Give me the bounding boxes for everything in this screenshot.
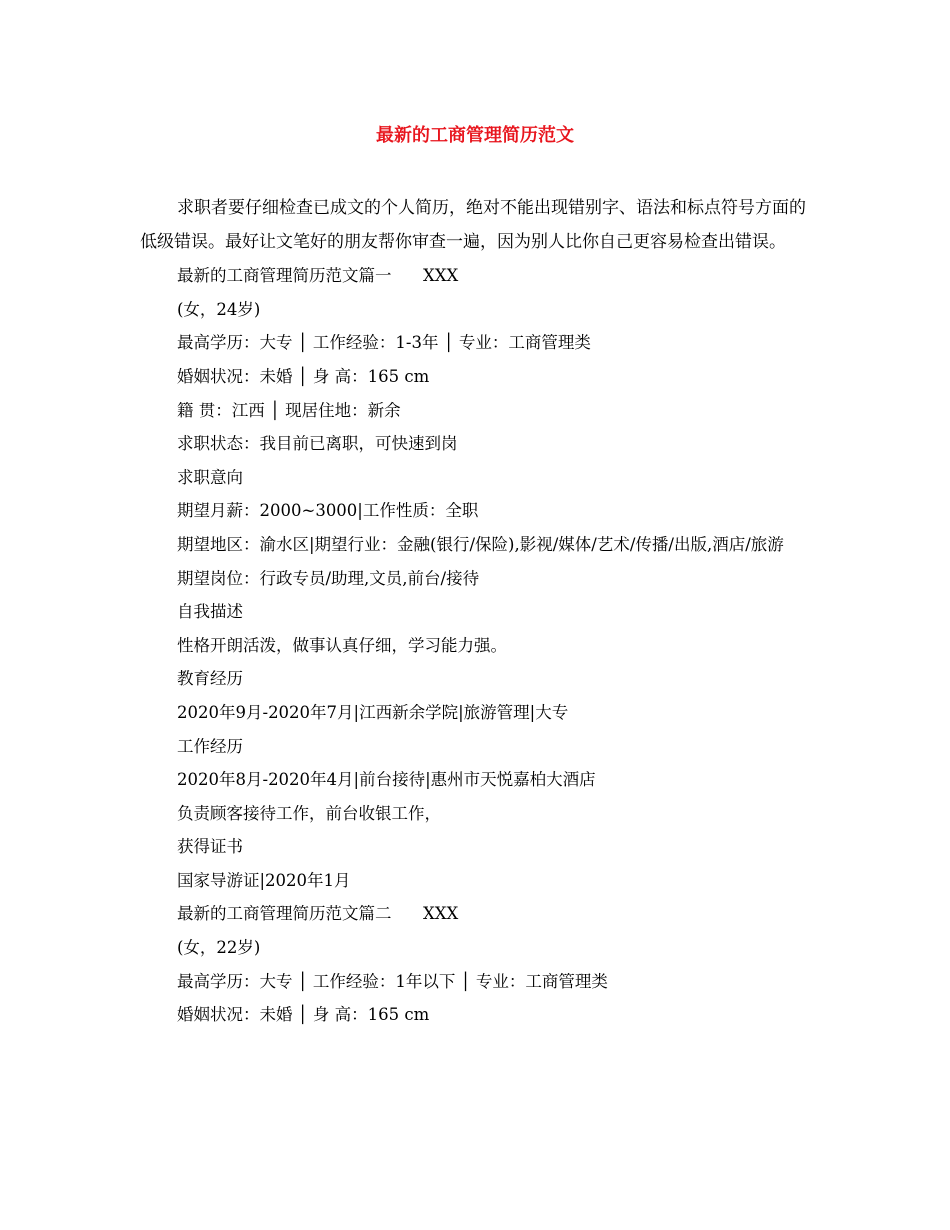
intro-paragraph: 求职者要仔细检查已成文的个人简历，绝对不能出现错别字、语法和标点符号方面的低级错误。最好让文笔好的朋友帮你审查一遍，因为别人比你自己更容易检查出错误。	[140, 198, 806, 252]
resume-two-education-line: 最高学历：大专 │ 工作经验：1年以下 │ 专业：工商管理类	[177, 971, 608, 991]
resume-one-work-desc: 负责顾客接待工作，前台收银工作，	[177, 803, 441, 823]
resume-one-self-desc: 性格开朗活泼，做事认真仔细，学习能力强。	[177, 635, 507, 655]
resume-one-intention-heading: 求职意向	[177, 467, 243, 487]
document-title: 最新的工商管理简历范文	[376, 125, 574, 146]
resume-one-native-place-line: 籍 贯：江西 │ 现居住地：新余	[177, 400, 401, 420]
resume-one-cert-heading: 获得证书	[177, 837, 243, 857]
resume-one-salary-line: 期望月薪：2000~3000|工作性质：全职	[177, 501, 479, 521]
resume-one-heading: 最新的工商管理简历范文篇一 XXX	[177, 266, 459, 286]
resume-two-marital-line: 婚姻状况：未婚 │ 身 高：165 cm	[177, 1005, 430, 1025]
resume-one-cert-entry: 国家导游证|2020年1月	[177, 870, 351, 890]
document-body	[140, 192, 820, 1032]
resume-two-gender-age: (女，22岁)	[177, 938, 261, 958]
resume-one-gender-age: (女，24岁)	[177, 299, 261, 319]
resume-two-heading: 最新的工商管理简历范文篇二 XXX	[177, 904, 459, 924]
resume-one-position-line: 期望岗位：行政专员/助理,文员,前台/接待	[177, 568, 480, 588]
resume-one-job-status: 求职状态：我目前已离职，可快速到岗	[177, 434, 458, 454]
resume-one-self-desc-heading: 自我描述	[177, 602, 243, 622]
resume-one-work-heading: 工作经历	[177, 736, 243, 756]
resume-one-region-line: 期望地区：渝水区|期望行业：金融(银行/保险),影视/媒体/艺术/传播/出版,酒店/旅游	[177, 534, 784, 554]
resume-one-work-entry: 2020年8月-2020年4月|前台接待|惠州市天悦嘉柏大酒店	[177, 770, 596, 790]
resume-one-education-line: 最高学历：大专 │ 工作经验：1-3年 │ 专业：工商管理类	[177, 333, 591, 353]
resume-one-education-heading: 教育经历	[177, 669, 243, 689]
resume-one-marital-line: 婚姻状况：未婚 │ 身 高：165 cm	[177, 366, 430, 386]
resume-one-education-entry: 2020年9月-2020年7月|江西新余学院|旅游管理|大专	[177, 702, 569, 722]
